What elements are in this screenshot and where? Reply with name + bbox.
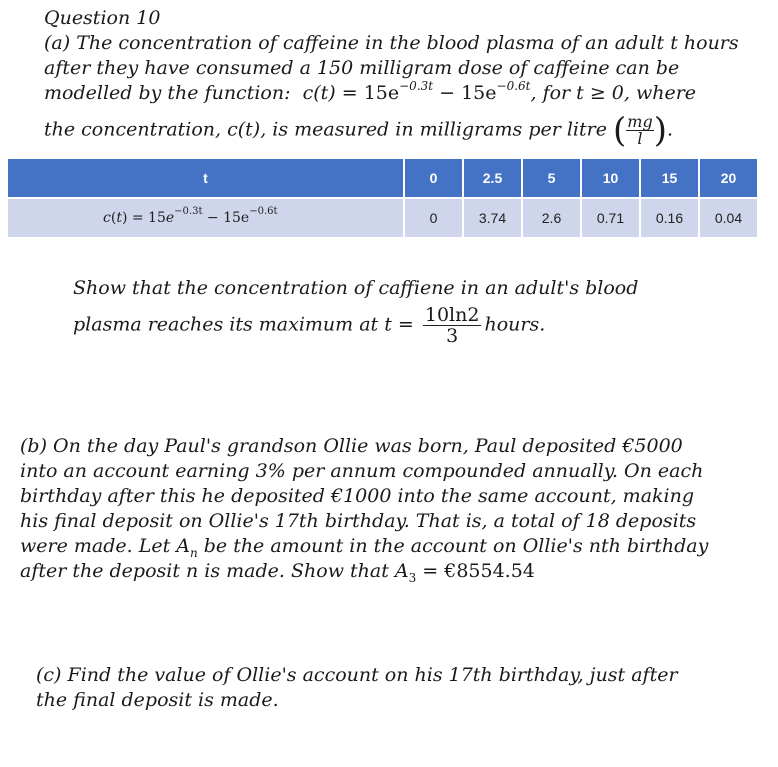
function-exp-2: −0.6t <box>496 78 531 93</box>
part-c-line-1: (c) Find the value of Ollie's account on his 17th birthday, just after <box>36 664 678 686</box>
unit-period: . <box>666 118 674 141</box>
part-a-line-1 <box>44 31 774 56</box>
row-label-mid: − 15e <box>202 210 250 226</box>
row-label-exp-2: −0.6t <box>249 206 278 218</box>
part-b-line-5 <box>20 534 760 559</box>
question-part-a <box>44 6 774 151</box>
unit-fraction <box>626 114 653 147</box>
unit-numerator: mg <box>627 112 653 131</box>
part-c-line-2: the final deposit is made. <box>36 689 279 711</box>
part-b-line6-prefix: after the deposit n is made. Show that A <box>20 560 409 582</box>
function-coef-1: 15e <box>363 82 400 104</box>
part-b-line-3: birthday after this he deposited €1000 into the same account, making <box>20 485 695 507</box>
table-header-cell: 0 <box>405 159 462 197</box>
unit-open-paren: ( <box>613 110 627 151</box>
subscript-n: n <box>189 545 198 560</box>
part-a-line-2: after they have consumed a 150 milligram dose of caffeine can be <box>44 57 680 79</box>
table-cell: 0.04 <box>700 199 757 237</box>
table-header-cell: 2.5 <box>464 159 521 197</box>
part-a-label: (a) <box>44 32 71 54</box>
table-row <box>8 199 757 237</box>
table-cell: 3.74 <box>464 199 521 237</box>
function-lhs: c(t) = <box>302 82 364 104</box>
part-a-line3-prefix: modelled by the function: <box>44 82 291 104</box>
table-cell: 0.16 <box>641 199 698 237</box>
table-header-cell: 15 <box>641 159 698 197</box>
table-header-cell: 20 <box>700 159 757 197</box>
part-b-line-4: his final deposit on Ollie's 17th birthday. That is, a total of 18 deposits <box>20 510 697 532</box>
show-line2-prefix: plasma reaches its maximum at t = <box>73 313 414 336</box>
show-line-1: Show that the concentration of caffiene in an adult's blood <box>73 277 639 299</box>
function-domain: , for t ≥ 0, where <box>530 82 697 104</box>
show-suffix: hours. <box>484 313 546 336</box>
part-b-line-2: into an account earning 3% per annum compounded annually. On each <box>20 460 704 482</box>
table-header-cell: 5 <box>523 159 580 197</box>
part-b-line6-suffix: = €8554.54 <box>416 560 535 582</box>
function-coef-2: 15e <box>461 82 497 104</box>
table-cell: 2.6 <box>523 199 580 237</box>
table-header-row <box>8 159 757 197</box>
table-header-cell: 10 <box>582 159 639 197</box>
max-time-fraction <box>423 305 482 346</box>
question-title: Question 10 <box>44 7 161 29</box>
function-exp-1: −0.3t <box>399 78 434 93</box>
unit-denominator: l <box>637 129 643 148</box>
table-row-label: $c(t) = 15e^{-0.3t} - 15e^{-0.6t}$ <box>8 199 403 237</box>
fraction-numerator: 10ln2 <box>424 304 480 326</box>
table-header-cell: t <box>8 159 403 197</box>
part-a-intro: The concentration of caffeine in the blood plasma of an adult t hours <box>76 32 739 54</box>
part-a-line4-text: the concentration, c(t), is measured in milligrams per litre <box>44 118 607 141</box>
show-line-2 <box>73 305 723 346</box>
row-label-exp-1: −0.3t <box>174 206 203 218</box>
part-b-line-1: (b) On the day Paul's grandson Ollie was born, Paul deposited €5000 <box>20 435 683 457</box>
table-cell: 0 <box>405 199 462 237</box>
fraction-denominator: 3 <box>446 325 459 347</box>
part-b-line5-prefix: were made. Let A <box>20 535 190 557</box>
show-that-block <box>73 276 723 346</box>
subscript-3: 3 <box>408 570 417 585</box>
function-minus: − <box>433 82 462 104</box>
question-part-c <box>36 663 756 713</box>
part-a-line-4 <box>44 110 774 151</box>
question-part-b <box>20 434 760 584</box>
part-b-line-6 <box>20 559 760 584</box>
table-cell: 0.71 <box>582 199 639 237</box>
part-b-line5-suffix: be the amount in the account on Ollie's nth birthday <box>197 535 709 557</box>
values-table <box>6 157 759 239</box>
part-a-line-3 <box>44 78 774 106</box>
unit-close-paren: ) <box>653 110 667 151</box>
